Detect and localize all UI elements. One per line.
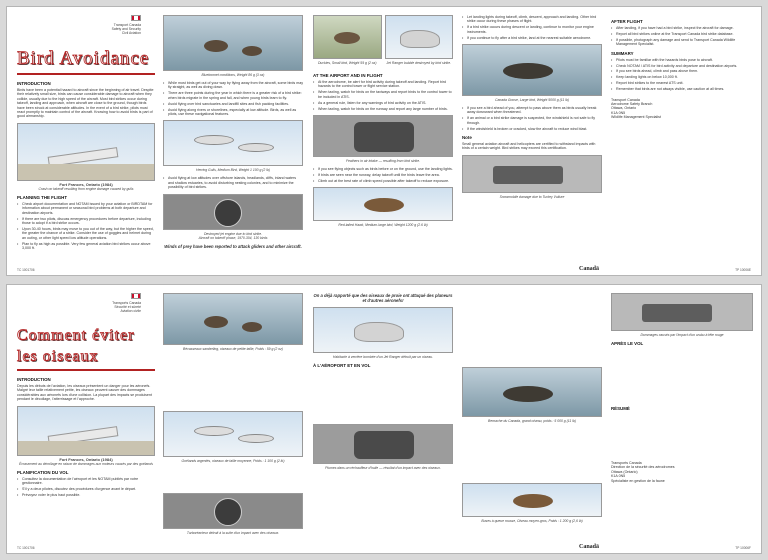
contact-line: Ottawa (Ontario) [611, 469, 638, 474]
intro-paragraph: Birds have been a potential hazard to aircraft since the beginning of air travel. Despite their relatively small size, birds can cause considerable damage to aircraft when they collide, usually due to the high speed of the aircraft. Most bird strikes occur during takeoff, landing and approach, when aircraft are close to the ground, though birds have been struck at considerable altitudes. In the event of a bird strike, pilots must react promptly to maintain control of the aircraft. Knowing how to avoid birds is part of good airmanship. [17, 88, 154, 119]
photo-caption: Goélands argentés, oiseaux de taille moyenne, Poids : 1 100 g (2 lb) [181, 459, 285, 463]
photo-caption: Canada Goose, Large bird, Weight 5000 g (11 lb) [495, 98, 569, 103]
summary-list [611, 58, 753, 92]
canada-wordmark: Canadä [578, 266, 599, 272]
column-2 [163, 15, 303, 249]
list-item: • If birds are seen near the runway, delay takeoff until the birds leave the area. [313, 173, 453, 177]
bird-shape [242, 46, 262, 56]
oil-cooler-photo [313, 424, 453, 464]
ground-shape [18, 164, 154, 180]
caption-title: Fort Frances, Ontario (1984) [59, 181, 113, 187]
photo-caption: Dommages causés par l'impact d'un urubu à tête rouge [640, 333, 724, 337]
contact-line: K1A 0N5 [611, 110, 626, 115]
goose-photo [462, 367, 602, 417]
photo-caption: Herring Gulls, Medium Bird, Weight 1 100 g (2 lb) [196, 168, 270, 173]
caption-text: Aircraft on takeoff phase, 1970-304, 130 birds [198, 235, 268, 240]
section-heading: INTRODUCTION [17, 377, 51, 382]
bird-shape [194, 135, 234, 145]
section-heading: APRÈS LE VOL [611, 341, 644, 346]
helicopter-shape [354, 322, 404, 342]
intro-paragraph: Depuis les débuts de l'aviation, les oiseaux présentent un danger pour les aéronefs. Malgré leur taille relativement petite, les oiseaux peuvent causer des dommages considérables aux aéronefs lors d'une collision. La plupart des impacts se produisent pendant le décollage, l'atterrissage et l'approche. [17, 384, 152, 402]
document-number: TP 10006F [735, 546, 751, 550]
masthead [17, 23, 141, 35]
helicopter-shape [400, 30, 440, 48]
list-item: • Check airport documentation and NOTAM issued by your aviation or BIRDTAM for information about permanent or seasonal bird problems at both departure and destination airports. [17, 202, 155, 215]
list-item: • S'il y a deux pilotes, discutez des procédures d'urgence avant le départ. [17, 487, 155, 491]
air-intake-photo [313, 115, 453, 157]
column-1 [17, 293, 155, 499]
list-item: • Upon 30-40 hours, birds may move to you out of the way, but the higher the speed, the greater the chance of a strike. Consider the use of goggles and helmet during an outing, or other light speed low altitude operations. [17, 227, 155, 240]
snowmobile-photo [462, 155, 602, 193]
government-flag-icon [131, 15, 141, 21]
list-item: • If you see a bird ahead of you, attempt to pass above them as birds usually break away downward when threatened. [462, 106, 602, 115]
bird-shape [238, 143, 274, 152]
brochure-french [6, 284, 762, 554]
crash-photo [17, 123, 155, 181]
list-item: • Consultez la documentation de l'aéroport et les NOTAM publiés par votre gestionnaire. [17, 477, 155, 486]
masthead-line: Safety and Security [111, 27, 141, 31]
list-item: • If possible, photograph any damage and send to Transport Canada Wildlife Management Specialist. [611, 38, 753, 47]
masthead-line: Transport Canada [113, 23, 141, 27]
document-number: TC 1001706 [17, 546, 35, 550]
contact-line: Wildlife Management Specialist [611, 115, 661, 120]
duck-photo [313, 15, 382, 59]
bird-shape [238, 434, 274, 443]
gull-photo [163, 120, 303, 166]
enroute-list [313, 80, 453, 111]
list-item: • Climb out at the best rate of climb speed possible after takeoff to reduce exposure. [313, 179, 453, 183]
list-item: • Report bird strikes to the nearest ATS unit. [611, 81, 753, 85]
advice-list [163, 81, 303, 116]
column-1 [17, 15, 155, 252]
masthead-line: Transports Canada [112, 301, 141, 305]
hawk-photo [313, 187, 453, 221]
sandpiper-photo [163, 293, 303, 345]
section-heading: SUMMARY [611, 50, 634, 56]
ground-shape [18, 441, 154, 455]
list-item: • After landing, if you have had a bird strike, inspect the aircraft for damage. [611, 26, 753, 30]
masthead [17, 301, 141, 313]
contact-line: Spécialiste en gestion de la faune [611, 478, 665, 483]
contact-line: Aerodrome Safety Branch [611, 101, 653, 106]
goose-photo [462, 44, 602, 96]
photo-caption [17, 183, 155, 191]
caption-text: Crash on takeoff resulting from engine damage caused by gulls [38, 186, 134, 191]
caption-text: Écrasement au décollage en raison de dommages aux moteurs causés par des goélands [19, 461, 153, 466]
photo-caption: Red-tailed Hawk, Medium-large bird, Weight 1200 g (2.6 lb) [338, 223, 428, 228]
bird-shape [364, 198, 404, 212]
page-title: Comment éviter [17, 327, 135, 344]
bird-shape [242, 322, 262, 332]
section-heading: AT THE AIRPORT AND IN FLIGHT [313, 73, 383, 78]
list-item: • Remember that birds are not always visible, use caution at all times. [611, 87, 753, 91]
canada-wordmark: Canadä [578, 544, 599, 550]
advice-list [462, 106, 602, 131]
damage-shape [493, 166, 563, 184]
column-3 [313, 293, 453, 474]
engine-shape [214, 199, 242, 227]
bird-shape [334, 32, 360, 44]
photo-caption [163, 232, 303, 240]
brochure-english [6, 6, 762, 276]
list-item: • Let landing lights during takeoff, climb, descent, approach and landing. Other bird strike occur during these phases of flight. [462, 15, 602, 24]
caption-title: Destroyed jet engine due to bird strike. [203, 231, 263, 236]
list-item: • Keep landing lights on below 10,000 ft. [611, 75, 753, 79]
bird-shape [204, 40, 228, 52]
list-item: • Report all bird strikes online at the Transport Canada bird strike database. [611, 32, 753, 36]
list-item: • At the aerodrome, be alert for bird activity during takeoff and landing. Report bird hazards to the control tower or flight service station. [313, 80, 453, 89]
advice-list [163, 176, 303, 189]
bird-shape [513, 494, 553, 508]
masthead-line: Sécurité et sûreté [114, 305, 141, 309]
contact-line: Transport Canada [611, 97, 640, 102]
bird-shape [194, 426, 234, 436]
list-item: • When taxiing, watch for birds on the runway and report any large number of birds. [313, 107, 453, 111]
photo-caption: Snowmobile damage due to Turkey Vulture [499, 194, 565, 199]
photo-caption: Bernache du Canada, grand oiseau, poids : 5 000 g (11 lb) [488, 419, 576, 423]
list-item: • While most birds get out of your way by flying away from the aircraft, some birds may fly straight, as well as diving down. [163, 81, 303, 90]
photo-caption: Bluebonnet conditions, Weight 86 g (3 oz) [201, 73, 265, 77]
document-number: TP 10006E [735, 268, 751, 272]
page-title: les oiseaux [17, 348, 99, 365]
list-item: • Avoid flying along rivers or shorelines, especially at low altitude. Birds, as well as pilots, use these navigational features. [163, 108, 303, 117]
list-item: • If you see birds ahead, climb and pass above them. [611, 69, 753, 73]
contact-line: Transports Canada [611, 461, 642, 465]
masthead-line: Aviation civile [120, 309, 141, 313]
list-item: • When taxiing, watch for birds on the taxiways and report birds to the control tower to be included in ATIS. [313, 90, 453, 99]
contact-block [611, 461, 753, 483]
list-item: • As a general rule, listen for any warnings of bird activity on the ATIS. [313, 101, 453, 105]
document-number: TC 1001706 [17, 268, 35, 272]
contact-line: K1A 0N5 [611, 474, 626, 479]
pull-quote: On a déjà rapporté que des oiseaux de proie ont attaqué des planeurs et d'autres aéronefs! [313, 293, 453, 303]
photo-caption: Duckies, Small bird, Weight 59 g (2 oz) [317, 61, 377, 65]
contact-line: Direction de la sécurité des aérodromes [611, 465, 675, 470]
photo-caption: Bécasseaux sanderling, oiseaux de petite taille, Poids : 59 g (2 oz) [183, 347, 283, 351]
list-item: • Prévoyez voler le plus haut possible. [17, 493, 155, 497]
intake-shape [354, 122, 414, 152]
list-item: • If there are two pilots, discuss emergency procedures before departure, including those to adopt if a bird strike occurs. [17, 217, 155, 226]
photo-caption: Jet Ranger bubble destroyed by bird strike. [386, 61, 452, 65]
column-3 [313, 15, 453, 231]
column-5 [611, 15, 753, 120]
gull-photo [163, 411, 303, 457]
list-item: • Check NOTAM / ATIS for bird activity and departure and destination airports. [611, 64, 753, 68]
helicopter-photo [385, 15, 454, 59]
list-item: • If you continue to fly after a bird strike, land at the nearest suitable aerodrome. [462, 36, 602, 40]
section-heading: PLANIFICATION DU VOL [17, 469, 69, 475]
after-list [611, 26, 753, 47]
list-item: • Plan to fly as high as possible. Very few general aviation bird strikes occur above 3,000 ft. [17, 242, 155, 251]
photo-caption: Buses à queue rousse, Oiseau moyen-gros, Poids : 1 200 g (2,6 lb) [481, 519, 583, 523]
masthead-line: Civil Aviation [121, 31, 141, 35]
note-paragraph: Small general aviation aircraft and helicopters are certified to withstand impacts with birds of a certain weight. Bird strikes may exceed this certification. [462, 142, 596, 151]
column-4 [462, 15, 602, 203]
list-item: • If a bird strike occurs during descent or landing, continue to monitor your engine instruments. [462, 25, 602, 34]
snowmobile-photo [611, 293, 753, 331]
photo-caption [17, 458, 155, 466]
list-item: • If the windshield is broken or cracked, slow the aircraft to reduce wind blast. [462, 127, 602, 131]
note-heading: Note [462, 135, 472, 141]
list-item: • Pilots must be familiar with the hazards birds pose to aircraft. [611, 58, 753, 62]
section-heading: RÉSUMÉ [611, 406, 630, 411]
title-divider [17, 73, 155, 75]
advice-list [462, 15, 602, 40]
hawk-photo [462, 483, 602, 517]
planning-list [17, 202, 155, 251]
bird-shape [503, 63, 553, 79]
engine-photo [163, 493, 303, 529]
government-flag-icon [131, 293, 141, 299]
column-4 [462, 293, 602, 527]
list-item: • There are three points during the year in which there is a greater risk of a bird strike: when birds migrate in the spring and fall, and when young birds learn to fly. [163, 91, 303, 100]
list-item: • Avoid flying at low altitudes over offshore islands, headlands, cliffs, inland waters and shallow estuaries, to avoid disturbing nesting colonies, and to minimize the possibility of bird strikes. [163, 176, 303, 189]
column-5 [611, 293, 753, 483]
list-item: • If you see flying objects such as birds before or on the ground, use the landing lights. [313, 167, 453, 171]
contact-line: Ottawa, Ontario [611, 106, 637, 111]
photo-caption: Turboréacteur détruit à la suite d'un impact avec des oiseaux. [186, 531, 280, 535]
bird-shape [204, 316, 228, 328]
caption-title: Fort Frances, Ontario (1984) [59, 456, 113, 462]
helicopter-photo [313, 307, 453, 353]
section-heading: AFTER FLIGHT [611, 19, 643, 24]
page-title: Bird Avoidance [17, 48, 150, 69]
sandpiper-photo [163, 15, 303, 71]
engine-shape [214, 498, 242, 526]
damage-shape [642, 304, 712, 322]
list-item: • Avoid flying over bird sanctuaries and landfill sites and fish packing facilities. [163, 102, 303, 106]
photo-caption: Habitacle à verrière bombée d'un Jet Ranger détruit par un oiseau. [332, 355, 434, 359]
column-2 [163, 293, 303, 539]
section-heading: INTRODUCTION [17, 81, 51, 86]
planning-list [17, 477, 155, 498]
intake-shape [354, 431, 414, 459]
pull-quote: Winds of prey have been reported to attack gliders and other aircraft. [164, 243, 302, 249]
list-item: • If an animal or a bird strike damage is suspected, the windshield is not safe to fly through. [462, 116, 602, 125]
bird-shape [503, 386, 553, 402]
section-heading: PLANNING THE FLIGHT [17, 194, 68, 200]
photo-caption: Plumes dans un réchauffeur d'huile — résultat d'un impact avec des oiseaux. [325, 466, 441, 470]
contact-block [611, 98, 753, 120]
section-heading: À L'AÉROPORT ET EN VOL [313, 363, 371, 368]
title-divider [17, 369, 155, 371]
photo-caption: Feathers in air intake — resulting from bird strike. [345, 158, 421, 163]
advice-list [313, 167, 453, 183]
crash-photo [17, 406, 155, 456]
engine-photo [163, 194, 303, 230]
